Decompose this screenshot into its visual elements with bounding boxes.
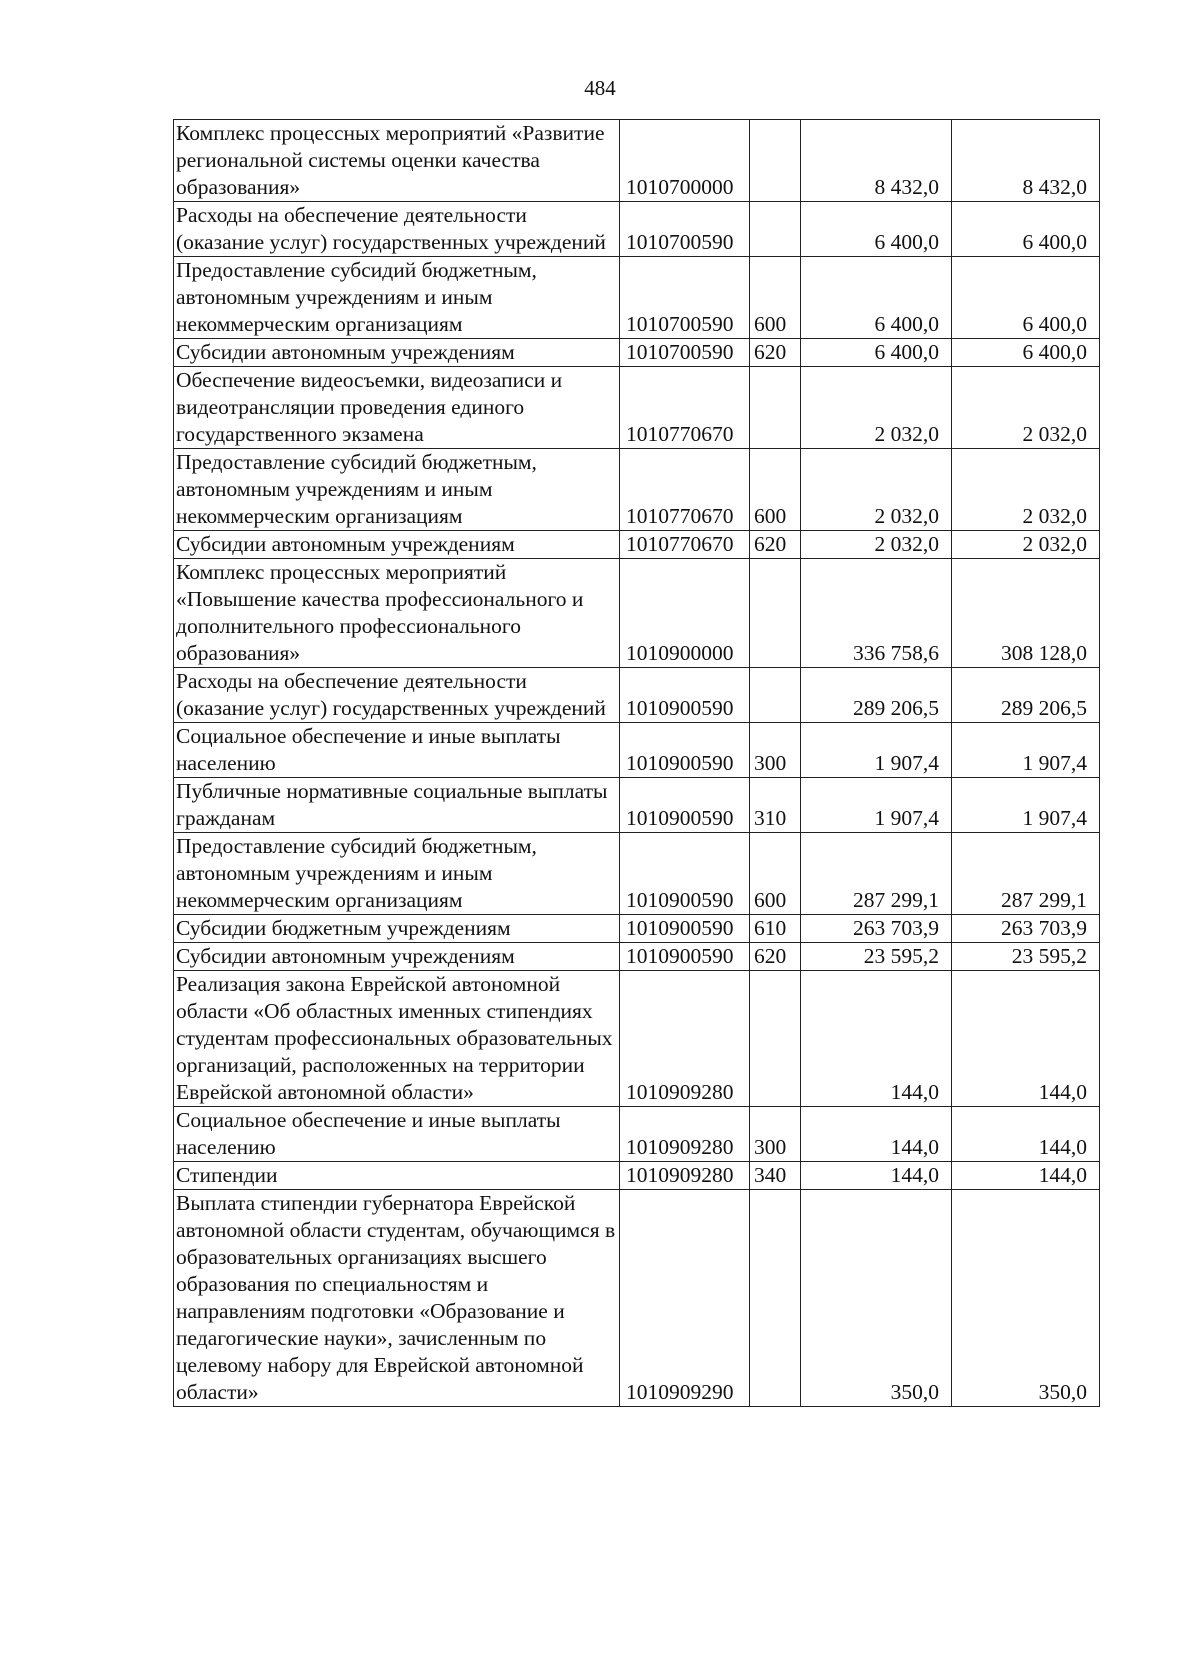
- row-csr-cell: 1010770670: [620, 367, 750, 449]
- table-row: [174, 915, 1100, 943]
- table-row: [174, 723, 1100, 778]
- row-csr-cell: 1010700590: [620, 202, 750, 257]
- row-vr-cell: [750, 1190, 801, 1407]
- row-csr-cell: 1010900590: [620, 833, 750, 915]
- row-amount-year1-cell: 2 032,0: [801, 449, 952, 531]
- row-amount-year1-cell: 8 432,0: [801, 120, 952, 202]
- row-amount-year1-cell: 6 400,0: [801, 339, 952, 367]
- row-vr-cell: 300: [750, 723, 801, 778]
- row-amount-year2-cell: 2 032,0: [952, 531, 1100, 559]
- row-amount-year1-cell: 6 400,0: [801, 257, 952, 339]
- row-vr-cell: 620: [750, 943, 801, 971]
- row-amount-year2-cell: 144,0: [952, 1107, 1100, 1162]
- table-row: [174, 668, 1100, 723]
- row-vr-cell: [750, 202, 801, 257]
- row-amount-year2-cell: 1 907,4: [952, 723, 1100, 778]
- row-name-cell: Комплекс процессных мероприятий «Повышение качества профессионального и дополнительного профессионального образования»: [174, 559, 620, 668]
- row-vr-cell: 310: [750, 778, 801, 833]
- row-vr-cell: [750, 668, 801, 723]
- row-amount-year1-cell: 1 907,4: [801, 723, 952, 778]
- table-row: [174, 1107, 1100, 1162]
- row-amount-year1-cell: 144,0: [801, 1107, 952, 1162]
- row-amount-year1-cell: 350,0: [801, 1190, 952, 1407]
- row-vr-cell: 600: [750, 449, 801, 531]
- row-csr-cell: 1010909290: [620, 1190, 750, 1407]
- row-amount-year2-cell: 6 400,0: [952, 202, 1100, 257]
- row-amount-year2-cell: 263 703,9: [952, 915, 1100, 943]
- row-amount-year1-cell: 144,0: [801, 971, 952, 1107]
- row-csr-cell: 1010900000: [620, 559, 750, 668]
- row-name-cell: Реализация закона Еврейской автономной области «Об областных именных стипендиях студентам профессиональных образовательных организаций, расположенных на территории Еврейской автономной области»: [174, 971, 620, 1107]
- row-name-cell: Социальное обеспечение и иные выплаты населению: [174, 1107, 620, 1162]
- row-vr-cell: 340: [750, 1162, 801, 1190]
- row-csr-cell: 1010900590: [620, 778, 750, 833]
- row-amount-year1-cell: 263 703,9: [801, 915, 952, 943]
- row-csr-cell: 1010900590: [620, 668, 750, 723]
- row-vr-cell: 620: [750, 531, 801, 559]
- row-vr-cell: [750, 971, 801, 1107]
- row-amount-year1-cell: 2 032,0: [801, 367, 952, 449]
- row-amount-year2-cell: 2 032,0: [952, 449, 1100, 531]
- table-row: [174, 971, 1100, 1107]
- table-row: [174, 943, 1100, 971]
- row-amount-year2-cell: 6 400,0: [952, 257, 1100, 339]
- row-vr-cell: [750, 120, 801, 202]
- row-name-cell: Предоставление субсидий бюджетным, автономным учреждениям и иным некоммерческим организациям: [174, 257, 620, 339]
- table-row: [174, 202, 1100, 257]
- table-row: [174, 833, 1100, 915]
- row-name-cell: Субсидии автономным учреждениям: [174, 531, 620, 559]
- row-csr-cell: 1010909280: [620, 1162, 750, 1190]
- row-csr-cell: 1010700590: [620, 339, 750, 367]
- row-amount-year2-cell: 308 128,0: [952, 559, 1100, 668]
- row-csr-cell: 1010909280: [620, 971, 750, 1107]
- row-name-cell: Обеспечение видеосъемки, видеозаписи и видеотрансляции проведения единого государственного экзамена: [174, 367, 620, 449]
- table-row: [174, 778, 1100, 833]
- row-name-cell: Публичные нормативные социальные выплаты гражданам: [174, 778, 620, 833]
- row-csr-cell: 1010700590: [620, 257, 750, 339]
- row-amount-year2-cell: 144,0: [952, 971, 1100, 1107]
- row-amount-year2-cell: 350,0: [952, 1190, 1100, 1407]
- row-name-cell: Субсидии автономным учреждениям: [174, 339, 620, 367]
- row-vr-cell: [750, 367, 801, 449]
- table-row: [174, 257, 1100, 339]
- row-csr-cell: 1010909280: [620, 1107, 750, 1162]
- row-name-cell: Расходы на обеспечение деятельности (оказание услуг) государственных учреждений: [174, 668, 620, 723]
- row-name-cell: Социальное обеспечение и иные выплаты населению: [174, 723, 620, 778]
- row-csr-cell: 1010770670: [620, 449, 750, 531]
- row-csr-cell: 1010700000: [620, 120, 750, 202]
- row-vr-cell: 300: [750, 1107, 801, 1162]
- table-row: [174, 339, 1100, 367]
- budget-table: [173, 119, 1100, 1407]
- row-vr-cell: [750, 559, 801, 668]
- table-row: [174, 367, 1100, 449]
- row-name-cell: Предоставление субсидий бюджетным, автономным учреждениям и иным некоммерческим организациям: [174, 449, 620, 531]
- row-amount-year1-cell: 23 595,2: [801, 943, 952, 971]
- row-csr-cell: 1010770670: [620, 531, 750, 559]
- row-csr-cell: 1010900590: [620, 915, 750, 943]
- row-amount-year2-cell: 289 206,5: [952, 668, 1100, 723]
- row-amount-year1-cell: 6 400,0: [801, 202, 952, 257]
- row-amount-year1-cell: 144,0: [801, 1162, 952, 1190]
- table-row: [174, 1190, 1100, 1407]
- row-amount-year2-cell: 1 907,4: [952, 778, 1100, 833]
- row-amount-year2-cell: 287 299,1: [952, 833, 1100, 915]
- row-csr-cell: 1010900590: [620, 943, 750, 971]
- row-vr-cell: 620: [750, 339, 801, 367]
- row-vr-cell: 600: [750, 257, 801, 339]
- table-row: [174, 1162, 1100, 1190]
- row-name-cell: Субсидии автономным учреждениям: [174, 943, 620, 971]
- row-vr-cell: 600: [750, 833, 801, 915]
- table-row: [174, 449, 1100, 531]
- row-amount-year1-cell: 289 206,5: [801, 668, 952, 723]
- row-name-cell: Выплата стипендии губернатора Еврейской автономной области студентам, обучающимся в образовательных организациях высшего образования по специальностям и направлениям подготовки «Образование и педагогические науки», зачисленным по целевому набору для Еврейской автономной области»: [174, 1190, 620, 1407]
- row-name-cell: Субсидии бюджетным учреждениям: [174, 915, 620, 943]
- table-row: [174, 120, 1100, 202]
- row-amount-year2-cell: 8 432,0: [952, 120, 1100, 202]
- table-row: [174, 531, 1100, 559]
- row-name-cell: Комплекс процессных мероприятий «Развитие региональной системы оценки качества образования»: [174, 120, 620, 202]
- row-name-cell: Стипендии: [174, 1162, 620, 1190]
- row-amount-year2-cell: 144,0: [952, 1162, 1100, 1190]
- row-vr-cell: 610: [750, 915, 801, 943]
- table-row: [174, 559, 1100, 668]
- row-amount-year1-cell: 2 032,0: [801, 531, 952, 559]
- row-amount-year2-cell: 6 400,0: [952, 339, 1100, 367]
- page-number: 484: [584, 76, 616, 100]
- row-csr-cell: 1010900590: [620, 723, 750, 778]
- row-amount-year2-cell: 2 032,0: [952, 367, 1100, 449]
- row-amount-year1-cell: 1 907,4: [801, 778, 952, 833]
- row-name-cell: Расходы на обеспечение деятельности (оказание услуг) государственных учреждений: [174, 202, 620, 257]
- row-amount-year1-cell: 336 758,6: [801, 559, 952, 668]
- row-amount-year1-cell: 287 299,1: [801, 833, 952, 915]
- row-amount-year2-cell: 23 595,2: [952, 943, 1100, 971]
- budget-table-body: [174, 120, 1100, 1407]
- row-name-cell: Предоставление субсидий бюджетным, автономным учреждениям и иным некоммерческим организациям: [174, 833, 620, 915]
